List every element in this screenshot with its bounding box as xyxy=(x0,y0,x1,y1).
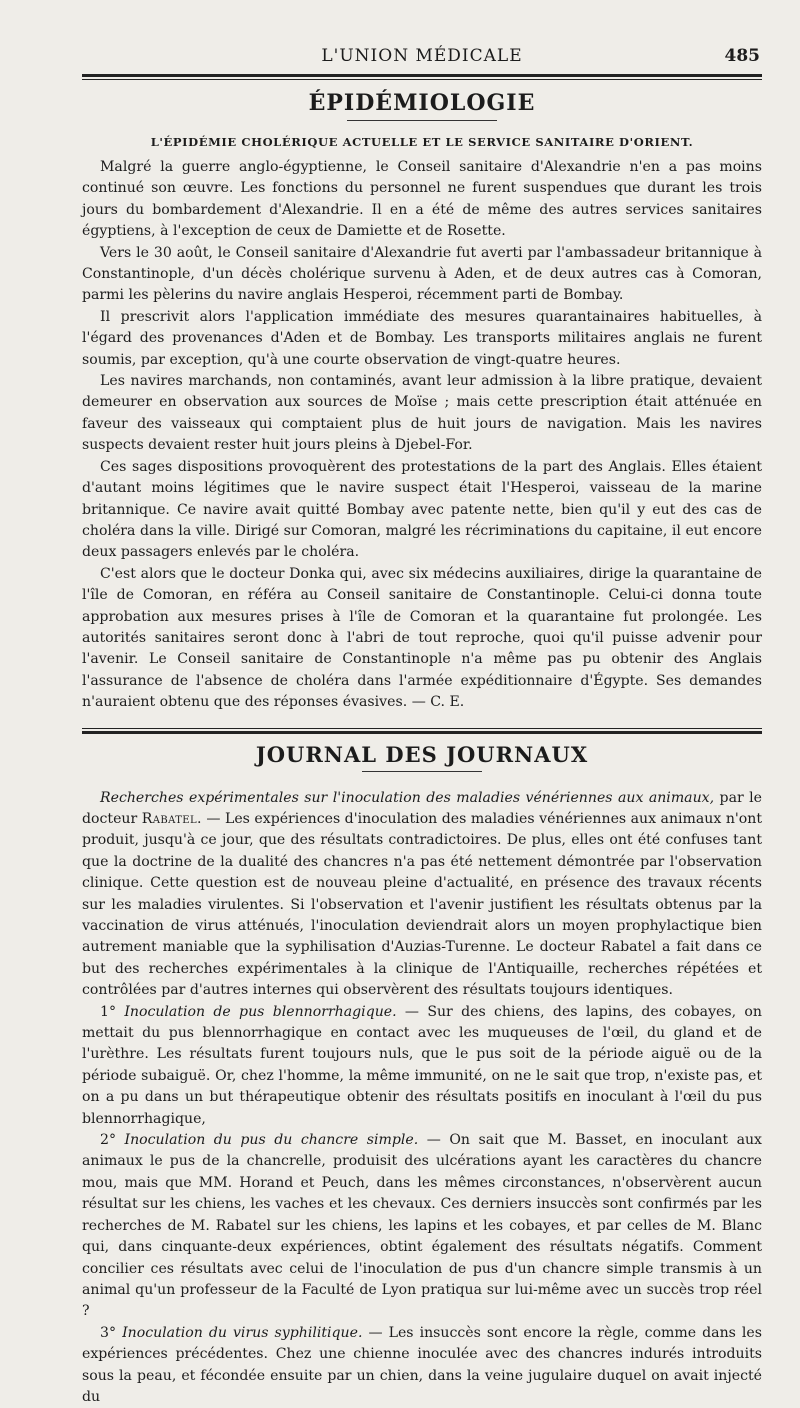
paragraph-last xyxy=(82,564,762,714)
item-text: — Les insuccès sont encore la règle, comme dans les expériences précédentes. Chez une chienne inoculée avec des chancres indurés introduits sous la peau, et fécondée ensuite par un chien, dans la veine jugulaire duquel on avait injecté du xyxy=(82,1324,762,1405)
review-item xyxy=(82,1323,762,1408)
section-title-underline xyxy=(362,771,482,772)
running-title: L'UNION MÉDICALE xyxy=(321,46,523,66)
review-title: Recherches expérimentales sur l'inoculation des maladies vénériennes aux animaux, xyxy=(100,789,715,806)
review-item xyxy=(82,1002,762,1130)
section-separator-rule xyxy=(82,728,762,734)
paragraph: Les navires marchands, non contaminés, avant leur admission à la libre pratique, devaient demeurer en observation aux sources de Moïse ; mais cette prescription était atténuée en faveur des vaisseaux qui comptaient plus de huit jours de navigation. Mais les navires suspects devaient rester huit jours pleins à Djebel-For. xyxy=(82,373,762,454)
item-text: — Sur des chiens, des lapins, des cobayes, on mettait du pus blennorrhagique en contact avec les muqueuses de l'œil, du gland et de l'urèthre. Les résultats furent toujours nuls, que le pus soit de la période aiguë ou de la période subaiguë. Or, chez l'homme, la même immunité, on ne le sait que trop, n'existe pas, et on a pu dans un but thérapeutique obtenir des résultats positifs en inoculant à l'œil du pus blennorrhagique, xyxy=(82,1003,762,1127)
item-text: — On sait que M. Basset, en inoculant aux animaux le pus de la chancrelle, produisit des ulcérations ayant les caractères du chancre mou, mais que MM. Horand et Peuch, dans les mêmes circonstances, n'observèrent aucun résultat sur les chiens, les vaches et les chevaux. Ces derniers insuccès sont confirmés par les recherches de M. Rabatel sur les chiens, les lapins et les cobayes, et par celles de M. Blanc qui, dans cinquante-deux expériences, obtint également des résultats négatifs. Comment concilier ces résultats avec celui de l'inoculation de pus d'un chancre simple transmis à un animal qu'un professeur de la Faculté de Lyon pratiqua sur lui-même avec un succès trop réel ? xyxy=(82,1132,762,1320)
item-number: 1° xyxy=(100,1003,117,1020)
review-text: — Les expériences d'inoculation des maladies vénériennes aux animaux n'ont produit, jusqu'à ce jour, que des résultats contradictoires. De plus, elles ont été confuses tant que la doctrine de la dualité des chancres n'a pas été nettement démontrée par l'observation clinique. Cette question est de nouveau pleine d'actualité, en présence des travaux récents sur les maladies virulentes. Si l'observation et l'avenir justifient les résultats obtenus par la vaccination de virus atténués, l'inoculation deviendrait alors un moyen prophylactique bien autrement maniable que la syphilisation d'Auzias-Turenne. Le docteur Rabatel a fait dans ce but des recherches expérimentales à la clinique de l'Antiquaille, recherches répétées et contrôlées par d'autres internes qui observèrent des résultats toujours identiques. xyxy=(82,810,763,999)
header-rule xyxy=(82,74,762,80)
page-number: 485 xyxy=(724,46,760,66)
item-heading: Inoculation de pus blennorrhagique. xyxy=(124,1003,397,1020)
review-lead: par le docteur xyxy=(82,789,762,827)
paragraph: Ces sages dispositions provoquèrent des protestations de la part des Anglais. Elles étaient d'autant moins légitimes que le navire suspect était l'Hesperoi, vaisseau de la marine britannique. Ce navire avait quitté Bombay avec patente nette, bien qu'il y eut des cas de choléra dans la ville. Dirigé sur Comoran, malgré les récriminations du capitaine, il eut encore deux passagers enlevés par le choléra. xyxy=(82,458,762,561)
section-title-epidemiologie: ÉPIDÉMIOLOGIE xyxy=(308,90,536,116)
paragraph: Il prescrivit alors l'application immédiate des mesures quarantainaires habituelles, à l'égard des provenances d'Aden et de Bombay. Les transports militaires anglais ne furent soumis, par exception, qu'à une courte observation de vingt-quatre heures. xyxy=(82,308,762,368)
section-title-journal: JOURNAL DES JOURNAUX xyxy=(255,741,589,767)
paragraph: Vers le 30 août, le Conseil sanitaire d'Alexandrie fut averti par l'ambassadeur britannique à Constantinople, d'un décès cholérique survenu à Aden, et de deux autres cas à Comoran, parmi les pèlerins du navire anglais Hesperoi, récemment parti de Bombay. xyxy=(82,244,762,304)
item-heading: Inoculation du pus du chancre simple. xyxy=(124,1132,419,1149)
signature: — C. E. xyxy=(411,694,465,711)
review-item xyxy=(82,1130,762,1323)
paragraph-text: C'est alors que le docteur Donka qui, avec six médecins auxiliaires, dirige la quarantaine de l'île de Comoran, en référa au Conseil sanitaire de Constantinople. Celui-ci donna toute approbation aux mesures prises à l'île de Comoran et la quarantaine fut prolongée. Les autorités sanitaires seront donc à l'abri de tout reproche, quoi qu'il puisse advenir pour l'avenir. Le Conseil sanitaire de Constantinople n'a même pas pu obtenir des Anglais l'assurance de l'absence de choléra dans l'armée expéditionnaire d'Égypte. Ses demandes n'auraient obtenu que des réponses évasives. xyxy=(82,565,762,711)
review-author: Rabatel. xyxy=(141,810,202,827)
running-header xyxy=(82,40,762,70)
article-heading: L'ÉPIDÉMIE CHOLÉRIQUE ACTUELLE ET LE SERVICE SANITAIRE D'ORIENT. xyxy=(150,135,694,149)
section-title-underline xyxy=(347,120,497,121)
item-heading: Inoculation du virus syphilitique. xyxy=(122,1324,363,1341)
review-intro xyxy=(82,788,762,1002)
paragraph: Malgré la guerre anglo-égyptienne, le Conseil sanitaire d'Alexandrie n'en a pas moins continué son œuvre. Les fonctions du personnel ne furent suspendues que durant les trois jours du bombardement d'Alexandrie. Il en a été de même des autres services sanitaires égyptiens, à l'exception de ceux de Damiette et de Rosette. xyxy=(82,159,762,240)
item-number: 3° xyxy=(100,1324,117,1341)
item-number: 2° xyxy=(100,1132,117,1149)
